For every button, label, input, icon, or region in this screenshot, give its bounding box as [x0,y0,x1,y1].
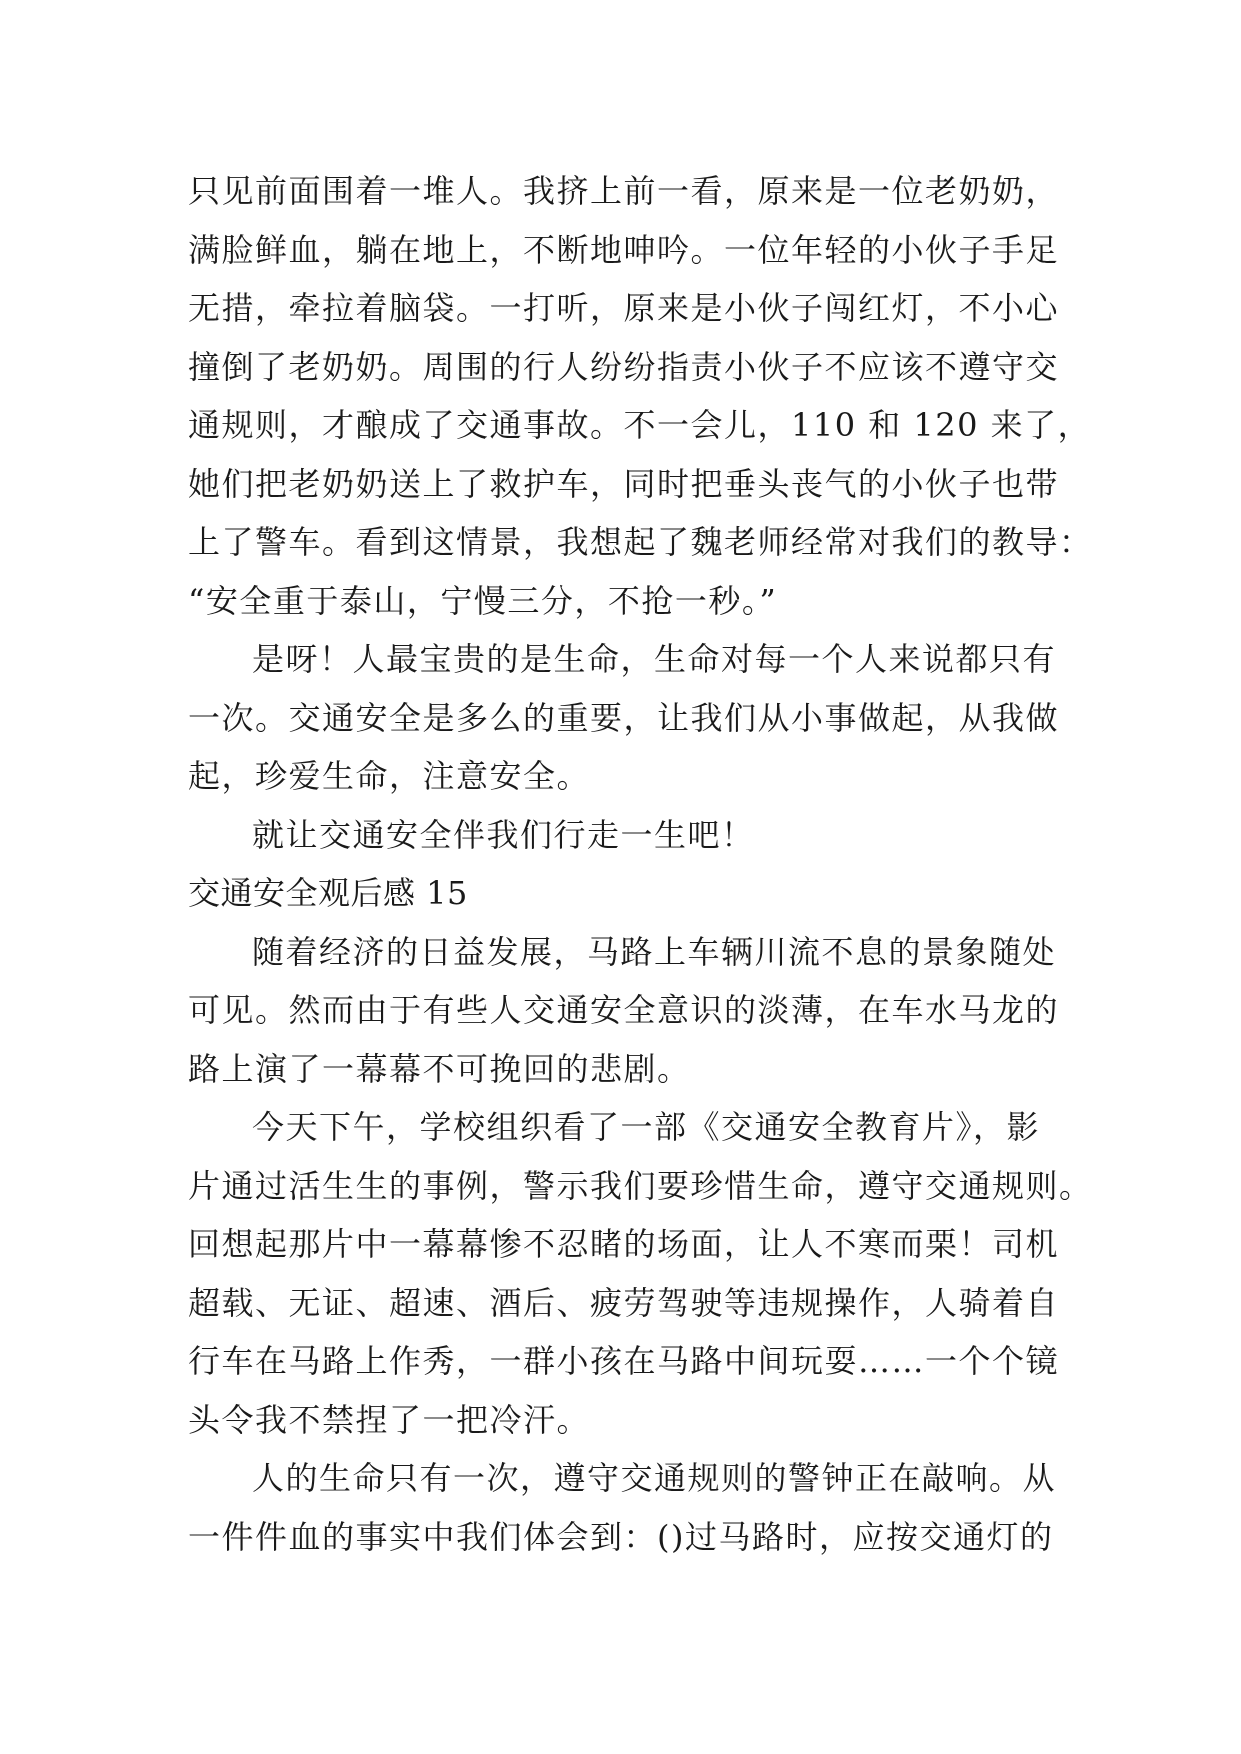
paragraph-start-line: 人的生命只有一次，遵守交通规则的警钟正在敲响。从 [252,1459,1057,1497]
paragraph-start-line: 随着经济的日益发展，马路上车辆川流不息的景象随处 [252,932,1057,971]
text-line: 撞倒了老奶奶。周围的行人纷纷指责小伙子不应该不遵守交 [188,347,1060,386]
section-heading: 交通安全观后感 15 [188,874,468,912]
text-line: 上了警车。看到这情景，我想起了魏老师经常对我们的教导： [188,523,1093,561]
text-line: 可见。然而由于有些人交通安全意识的淡薄，在车水马龙的 [188,991,1060,1029]
paragraph-start-line: 就让交通安全伴我们行走一生吧！ [252,815,755,854]
text-line: 一次。交通安全是多么的重要，让我们从小事做起，从我做 [188,698,1060,737]
text-line: 满脸鲜血，躺在地上，不断地呻吟。一位年轻的小伙子手足 [188,230,1060,269]
document-body [188,162,1093,1566]
text-line: 无措，牵拉着脑袋。一打听，原来是小伙子闯红灯，不小心 [188,289,1060,327]
text-line: 头令我不禁捏了一把冷汗。 [188,1400,591,1439]
text-line: 片通过活生生的事例，警示我们要珍惜生命，遵守交通规则。 [188,1166,1093,1205]
text-line: 起，珍爱生命，注意安全。 [188,757,591,795]
text-line: 路上演了一幕幕不可挽回的悲剧。 [188,1049,691,1088]
text-line: 一件件血的事实中我们体会到：()过马路时，应按交通灯的 [188,1517,1054,1556]
text-line: 超载、无证、超速、酒后、疲劳驾驶等违规操作，人骑着自 [188,1283,1060,1322]
text-line: 回想起那片中一幕幕惨不忍睹的场面，让人不寒而栗！司机 [188,1225,1060,1263]
paragraph-start-line: 今天下午，学校组织看了一部《交通安全教育片》，影 [252,1108,1041,1146]
text-line: 行车在马路上作秀，一群小孩在马路中间玩耍……一个个镜 [188,1342,1060,1380]
text-line: “安全重于泰山，宁慢三分，不抢一秒。” [188,581,778,620]
text-line: 只见前面围着一堆人。我挤上前一看，原来是一位老奶奶， [188,172,1060,210]
paragraph-start-line: 是呀！人最宝贵的是生命，生命对每一个人来说都只有 [252,640,1057,678]
text-line: 她们把老奶奶送上了救护车，同时把垂头丧气的小伙子也带 [188,464,1060,503]
text-line: 通规则，才酿成了交通事故。不一会儿，110 和 120 来了， [188,406,1092,444]
